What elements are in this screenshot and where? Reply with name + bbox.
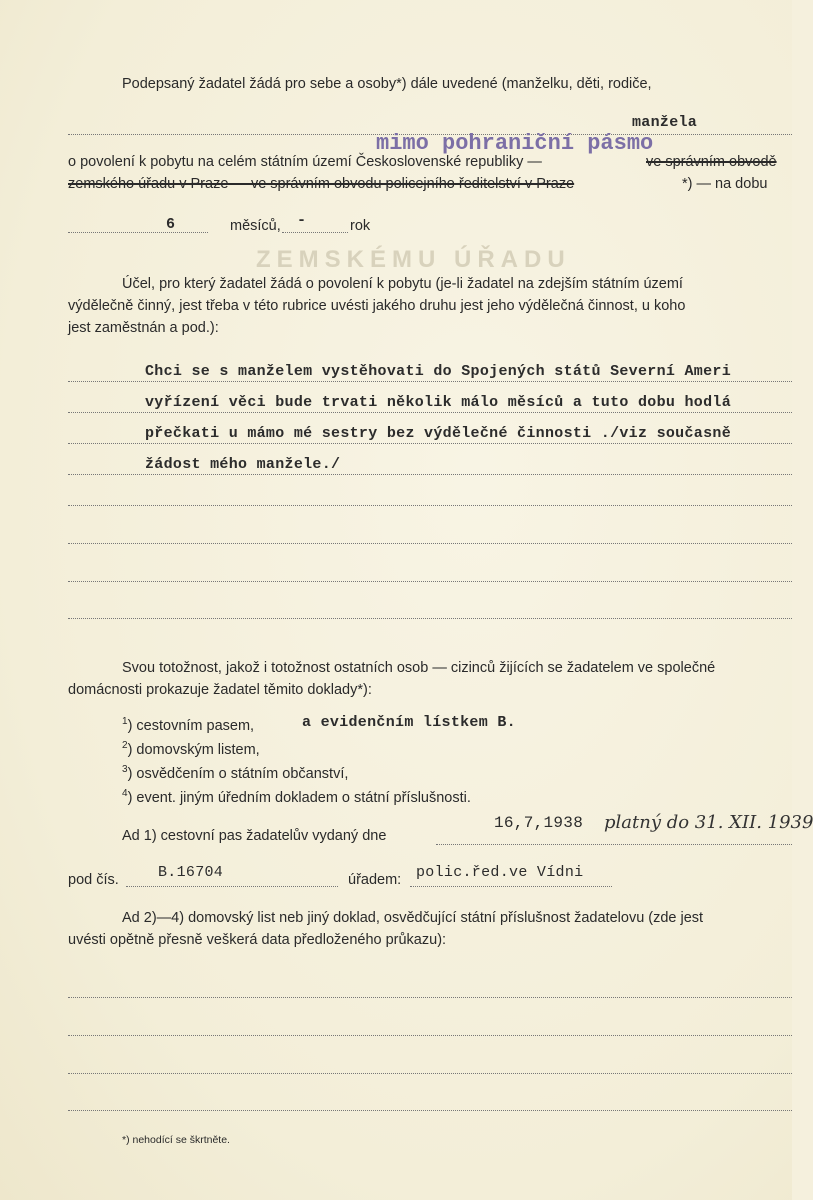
purpose-line-1: Chci se s manželem vystěhovati do Spojených států Severní Ameri <box>145 363 731 380</box>
ucel-line-3: jest zaměstnán a pod.): <box>68 320 219 336</box>
uradem-value: polic.řed.ve Vídni <box>416 864 584 881</box>
intro-text: Podepsaný žadatel žádá pro sebe a osoby*) dále uvedené (manželku, děti, rodiče, <box>122 76 652 92</box>
na-dobu-text: *) — na dobu <box>682 176 768 192</box>
dotted-line <box>68 443 792 444</box>
dotted-line <box>68 1110 792 1111</box>
doc-item-1: $^1$) cestovním pasem, <box>122 716 255 734</box>
totoznost-line-2: domácnosti prokazuje žadatel těmito doklady*): <box>68 682 372 698</box>
purpose-line-4: žádost mého manžele./ <box>145 456 341 473</box>
ucel-line-2: výdělečně činný, jest třeba v této rubrice uvésti jakého druhu jest jeho výdělečná činnost, u koho <box>68 298 686 314</box>
purpose-line-2: vyřízení věci bude trvati několik málo měsíců a tuto dobu hodlá <box>145 394 731 411</box>
dotted-line <box>68 997 792 998</box>
years-dotted-line <box>282 232 348 233</box>
stamp-mimo-pasmo: mimo pohraniční pásmo <box>376 131 654 156</box>
months-label: měsíců, <box>230 218 281 234</box>
struck-zemsky-urad: zemského úřadu v Praze — ve správním obvodu policejního ředitelství v Praze <box>68 176 575 192</box>
podcis-label: pod čís. <box>68 872 119 888</box>
doc-item-2: $^2$) domovským listem, <box>122 740 260 758</box>
dotted-line <box>68 474 792 475</box>
povoleni-text: o povolení k pobytu na celém státním území Československé republiky — <box>68 154 542 170</box>
dotted-line <box>68 618 792 619</box>
doc-item-3: $^3$) osvědčením o státním občanství, <box>122 764 349 782</box>
struck-obvod: ve správním obvodě <box>646 154 777 170</box>
faint-stamp: ZEMSKÉMU ÚŘADU <box>256 246 571 273</box>
podcis-value: B.16704 <box>158 864 224 881</box>
uradem-label: úřadem: <box>348 872 402 888</box>
ucel-line-1: Účel, pro který žadatel žádá o povolení k pobytu (je-li žadatel na zdejším státním území <box>122 276 683 292</box>
ad1-date: 16,7,1938 <box>494 814 584 832</box>
years-value: - <box>297 212 307 229</box>
ad1-dotted-line <box>436 844 792 845</box>
ad2-line-1: Ad 2)—4) domovský list neb jiný doklad, osvědčující státní příslušnost žadatelovu (zde jest <box>122 910 704 926</box>
ad1-label: Ad 1) cestovní pas žadatelův vydaný dne <box>122 828 387 844</box>
podcis-dotted-line <box>126 886 338 887</box>
ad1-handwritten-validity: platný do 31. XII. 1939 <box>604 812 813 833</box>
totoznost-line-1: Svou totožnost, jakož i totožnost ostatních osob — cizinců žijících se žadatelem ve společné <box>122 660 716 676</box>
dotted-line <box>68 412 792 413</box>
ad2-line-2: uvésti opětně přesně veškerá data předloženého průkazu): <box>68 932 447 948</box>
dotted-line <box>68 581 792 582</box>
dotted-line <box>68 543 792 544</box>
doc-typed-evidencni: a evidenčním lístkem B. <box>302 714 516 731</box>
footnote: *) nehodící se škrtněte. <box>122 1134 230 1146</box>
dotted-line <box>68 1035 792 1036</box>
typed-manzela: manžela <box>632 114 698 131</box>
dotted-line <box>68 1073 792 1074</box>
months-dotted-line <box>68 232 208 233</box>
years-label: rok <box>350 218 371 234</box>
months-value: 6 <box>166 216 176 233</box>
purpose-line-3: přečkati u mámo mé sestry bez výdělečné činnosti ./viz současně <box>145 425 731 442</box>
dotted-line <box>68 381 792 382</box>
doc-item-4: $^4$) event. jiným úředním dokladem o státní příslušnosti. <box>122 788 471 806</box>
uradem-dotted-line <box>410 886 612 887</box>
dotted-line <box>68 505 792 506</box>
